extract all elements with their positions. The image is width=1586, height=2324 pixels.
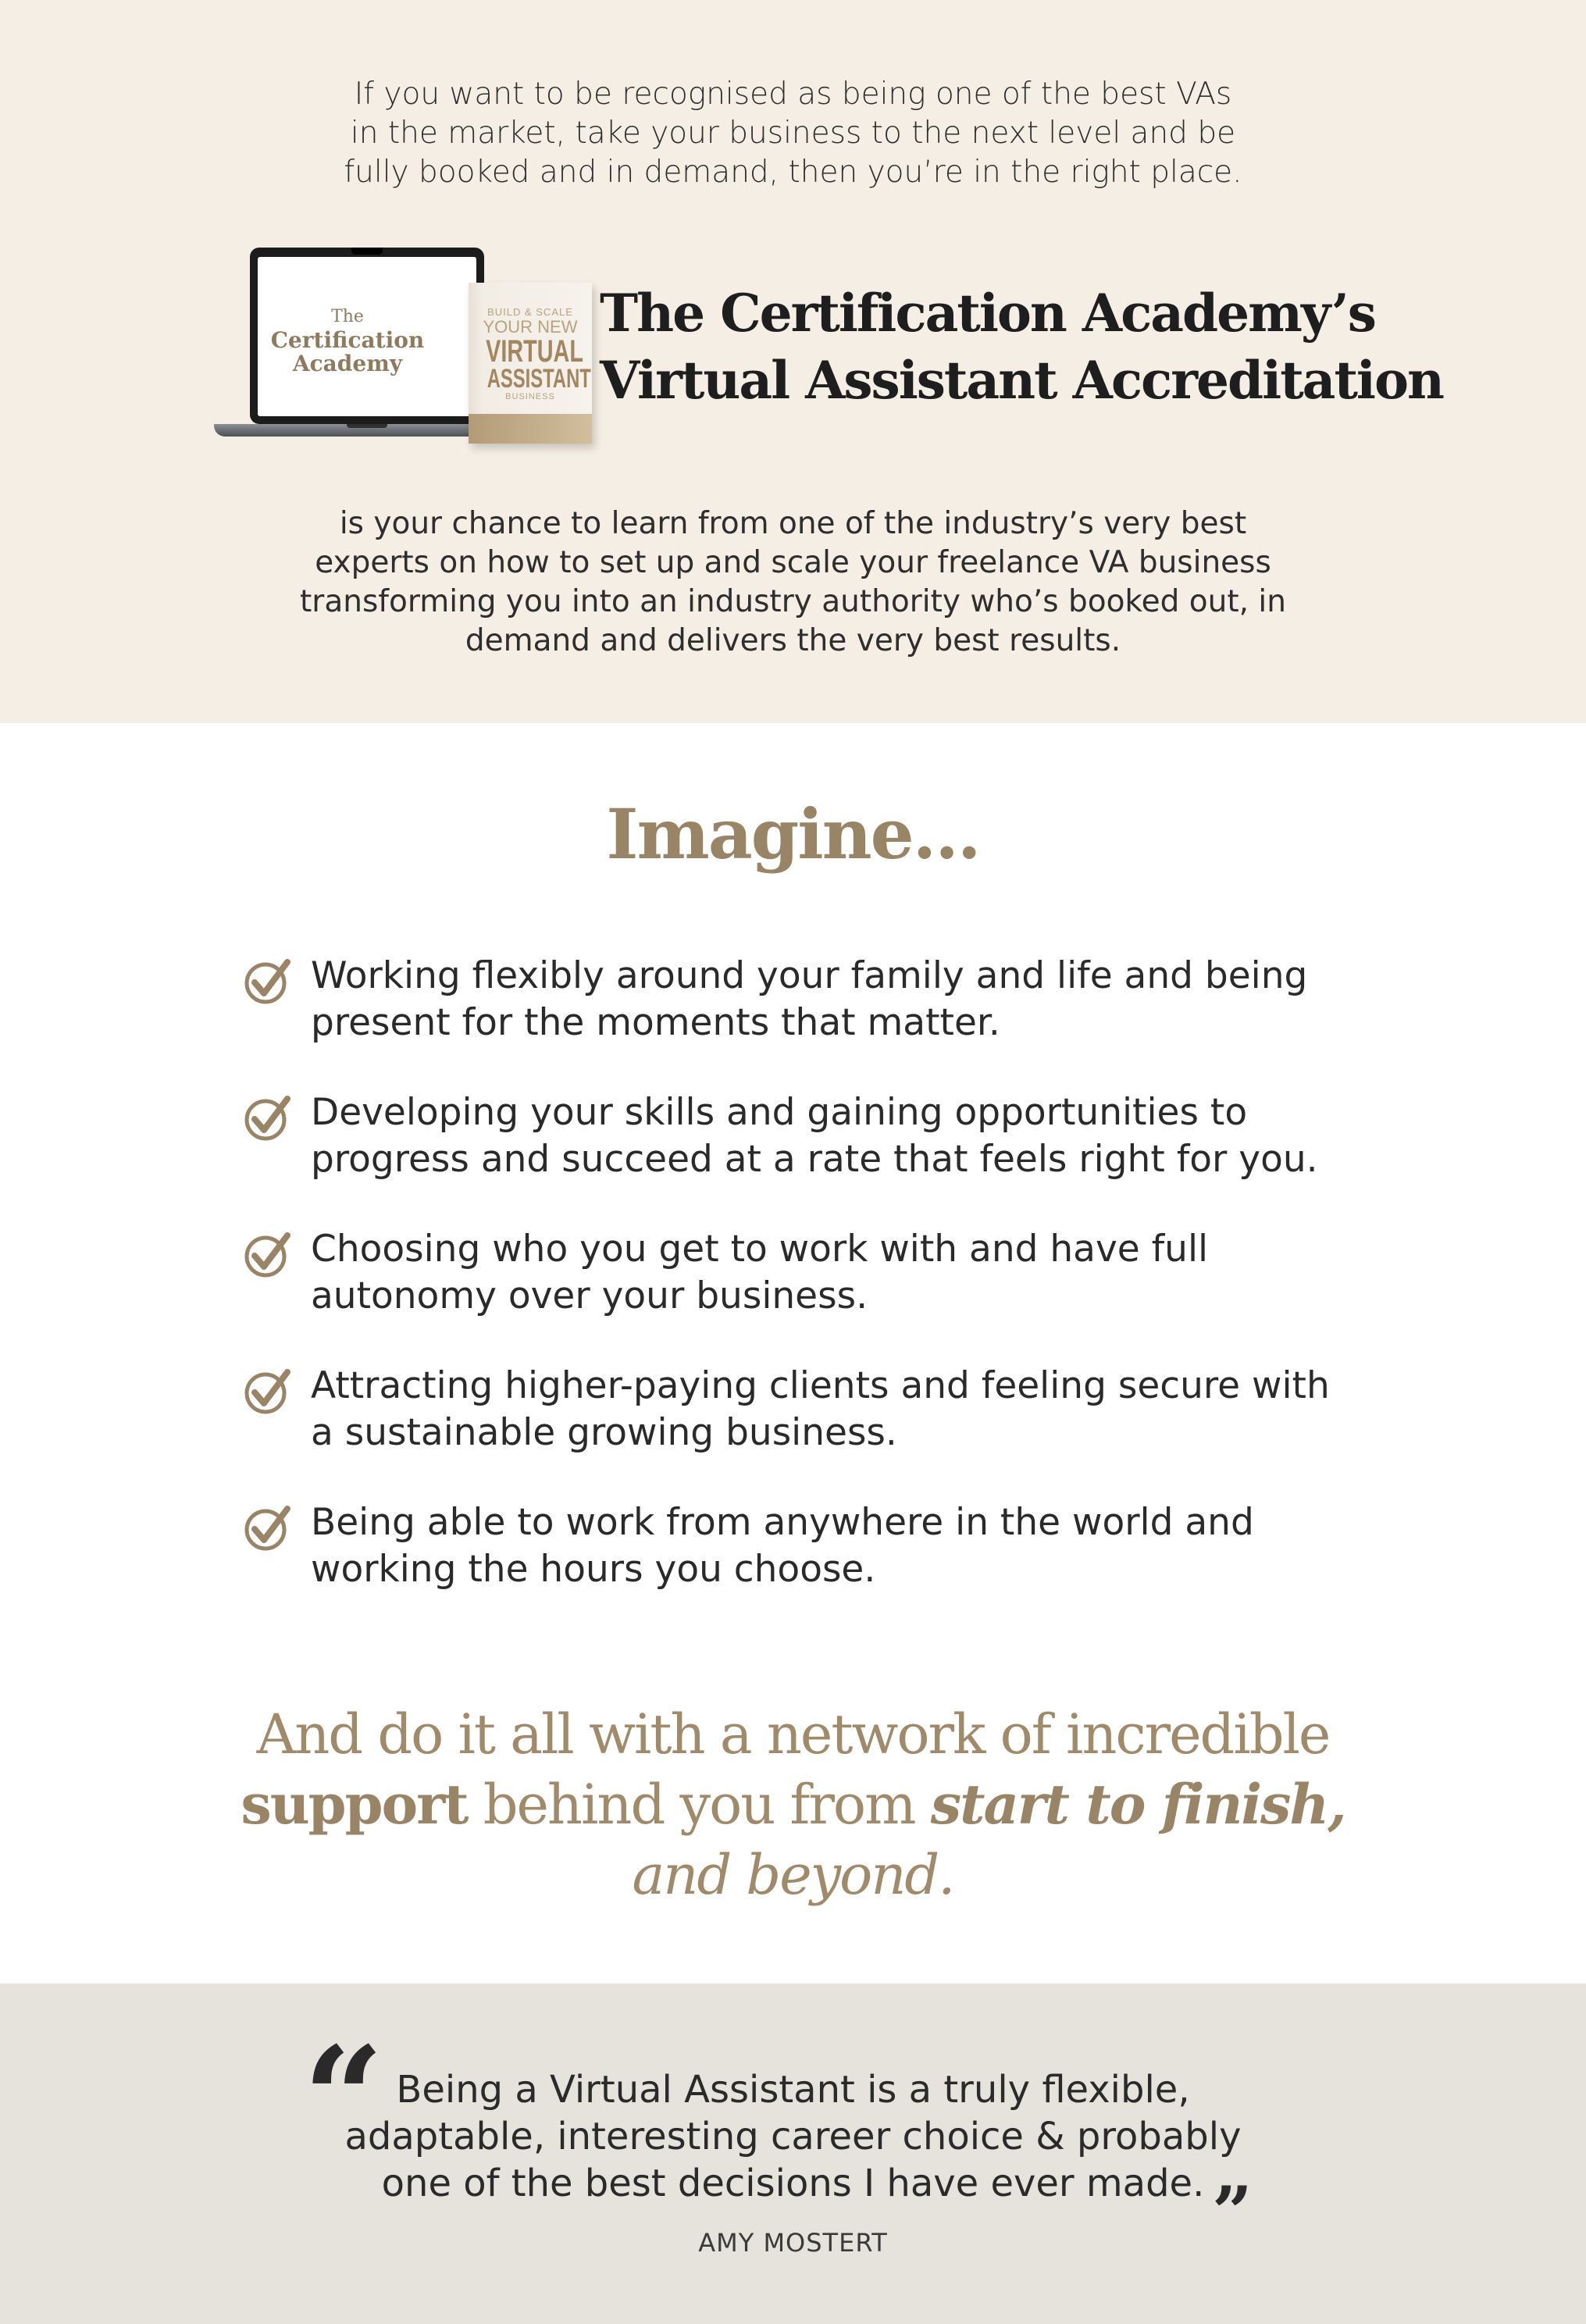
box-text: ASSISTANT	[486, 364, 591, 394]
open-quote-icon: “	[303, 2016, 384, 2181]
list-item-line: present for the moments that matter.	[311, 1001, 1000, 1044]
list-item-text	[311, 1363, 1420, 1456]
closing-line-3	[0, 1840, 1586, 1910]
box-text: YOUR NEW	[483, 317, 578, 337]
close-quote-icon: ”	[1212, 2171, 1253, 2254]
check-circle-icon	[244, 1504, 292, 1552]
closing-start-finish-text: start to finish,	[930, 1772, 1345, 1837]
page-title	[600, 280, 1443, 414]
list-item-text	[311, 1499, 1420, 1593]
list-item	[242, 1363, 1413, 1499]
list-item	[242, 1089, 1413, 1226]
description-line: is your chance to learn from one of the industry’s very best	[339, 506, 1247, 541]
box-text: BUILD & SCALE	[487, 306, 573, 318]
logo-line: Academy	[292, 351, 403, 376]
certification-academy-logo	[258, 305, 437, 376]
box-text: BUSINESS	[505, 392, 555, 401]
list-item-text	[311, 1226, 1420, 1320]
testimonial-author: AMY MOSTERT	[698, 2228, 888, 2258]
closing-beyond-text: and beyond.	[632, 1843, 954, 1907]
closing-statement	[0, 1699, 1586, 1910]
description-text	[0, 504, 1586, 661]
logo-line: The	[331, 307, 364, 326]
list-item-text	[311, 1089, 1420, 1183]
list-item-line: working the hours you choose.	[311, 1548, 876, 1591]
list-item	[242, 1226, 1413, 1363]
intro-text	[0, 75, 1586, 192]
title-line: Virtual Assistant Accreditation	[600, 350, 1444, 411]
closing-support-text: support	[241, 1772, 468, 1837]
list-item-line: Attracting higher-paying clients and feeling secure with	[311, 1364, 1330, 1407]
list-item-line: Working flexibly around your family and life and being	[311, 954, 1308, 997]
check-circle-icon	[244, 1231, 292, 1279]
check-circle-icon	[244, 1367, 292, 1416]
list-item	[242, 953, 1413, 1089]
intro-line: If you want to be recognised as being one of the best VAs	[354, 77, 1232, 112]
list-item	[242, 1499, 1413, 1636]
intro-line: fully booked and in demand, then you’re in the right place.	[344, 155, 1242, 190]
laptop-screen	[250, 248, 484, 424]
list-item-line: Being able to work from anywhere in the world and	[311, 1501, 1254, 1544]
laptop-notch	[351, 248, 383, 255]
intro-line: in the market, take your business to the next level and be	[350, 116, 1236, 151]
imagine-heading: Imagine...	[606, 793, 980, 875]
closing-middle-text: behind you from	[467, 1773, 931, 1837]
list-item-line: autonomy over your business.	[311, 1274, 868, 1317]
logo-line: Certification	[270, 327, 425, 353]
closing-line-1: And do it all with a network of incredible	[256, 1702, 1330, 1766]
quote-line: adaptable, interesting career choice & probably	[344, 2115, 1242, 2158]
title-line: The Certification Academy’s	[600, 283, 1375, 344]
quote-line: one of the best decisions I have ever made.	[381, 2162, 1205, 2205]
laptop-display	[258, 257, 476, 416]
testimonial-quote	[0, 2066, 1586, 2207]
description-line: experts on how to set up and scale your freelance VA business	[315, 545, 1271, 580]
list-item-line: Choosing who you get to work with and have full	[311, 1228, 1209, 1271]
course-box-image	[469, 283, 592, 444]
quote-line: Being a Virtual Assistant is a truly flexible,	[396, 2068, 1190, 2112]
description-line: demand and delivers the very best results.	[465, 623, 1121, 658]
description-line: transforming you into an industry authority who’s booked out, in	[300, 584, 1286, 619]
list-item-line: Developing your skills and gaining opportunities to	[311, 1091, 1248, 1134]
check-circle-icon	[244, 957, 292, 1006]
list-item-line: progress and succeed at a rate that feels right for you.	[311, 1138, 1318, 1181]
box-text: VIRTUAL	[486, 334, 583, 369]
list-item-line: a sustainable growing business.	[311, 1411, 897, 1454]
list-item-text	[311, 953, 1420, 1046]
box-stripe	[469, 414, 592, 444]
check-circle-icon	[244, 1094, 292, 1142]
closing-line-2	[0, 1770, 1586, 1840]
benefits-list	[242, 953, 1413, 1636]
